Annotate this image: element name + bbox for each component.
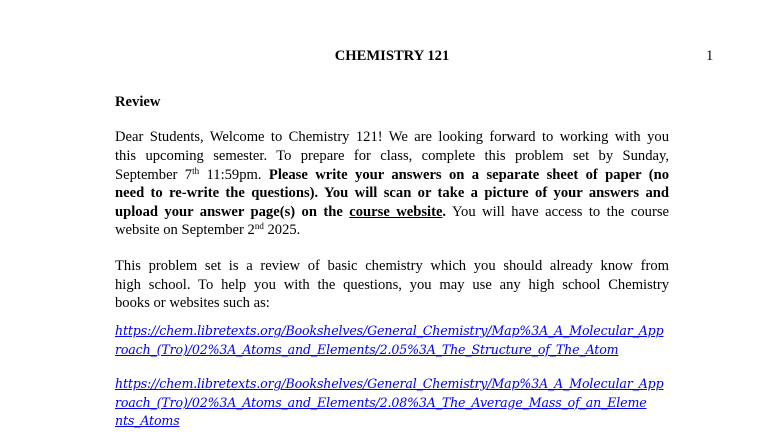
- text-line: Dear Students, Welcome to Chemistry 121! We are looking forward to working with you: [115, 129, 669, 145]
- text-line: books or websites such as:: [115, 295, 270, 311]
- text-line: This problem set is a review of basic chemistry which you should already know from: [115, 258, 669, 274]
- link-line[interactable]: roach_(Tro)/02%3A_Atoms_and_Elements/2.08%3A_The_Average_Mass_of_an_Eleme: [115, 395, 647, 410]
- page-header-title: CHEMISTRY 121: [334, 48, 450, 64]
- text: 11:59pm.: [199, 167, 269, 183]
- text-line: [115, 221, 669, 239]
- section-heading: Review: [115, 94, 161, 110]
- text-line: this upcoming semester. To prepare for class, complete this problem set by Sunday,: [115, 148, 669, 164]
- text-line: [115, 184, 669, 202]
- text-line: [115, 166, 669, 184]
- text: You will have access to the course: [446, 204, 669, 220]
- course-website-link[interactable]: course website: [349, 204, 443, 220]
- text-line: high school. To help you with the questions, you may use any high school Chemistry: [115, 277, 669, 293]
- bold-text: need to re-write the questions). You will scan or take a picture of your answers and: [115, 185, 669, 201]
- bold-text: Please write your answers on a separate sheet of paper (no: [268, 167, 670, 183]
- link-line[interactable]: nts_Atoms: [115, 413, 180, 428]
- link-line[interactable]: roach_(Tro)/02%3A_Atoms_and_Elements/2.05%3A_The_Structure_of_The_Atom: [115, 342, 619, 357]
- text-line: [115, 203, 669, 221]
- superscript: nd: [254, 221, 264, 231]
- superscript: th: [192, 166, 200, 176]
- page-number: 1: [706, 48, 714, 64]
- link-line[interactable]: https://chem.libretexts.org/Bookshelves/General_Chemistry/Map%3A_A_Molecular_App: [115, 376, 664, 391]
- text: .: [442, 204, 447, 220]
- text: September 7: [115, 167, 193, 183]
- text: website on September 2: [115, 222, 255, 238]
- bold-text: upload your answer page(s) on the: [115, 204, 350, 220]
- text: 2025.: [263, 222, 301, 238]
- link-line[interactable]: https://chem.libretexts.org/Bookshelves/General_Chemistry/Map%3A_A_Molecular_App: [115, 323, 664, 338]
